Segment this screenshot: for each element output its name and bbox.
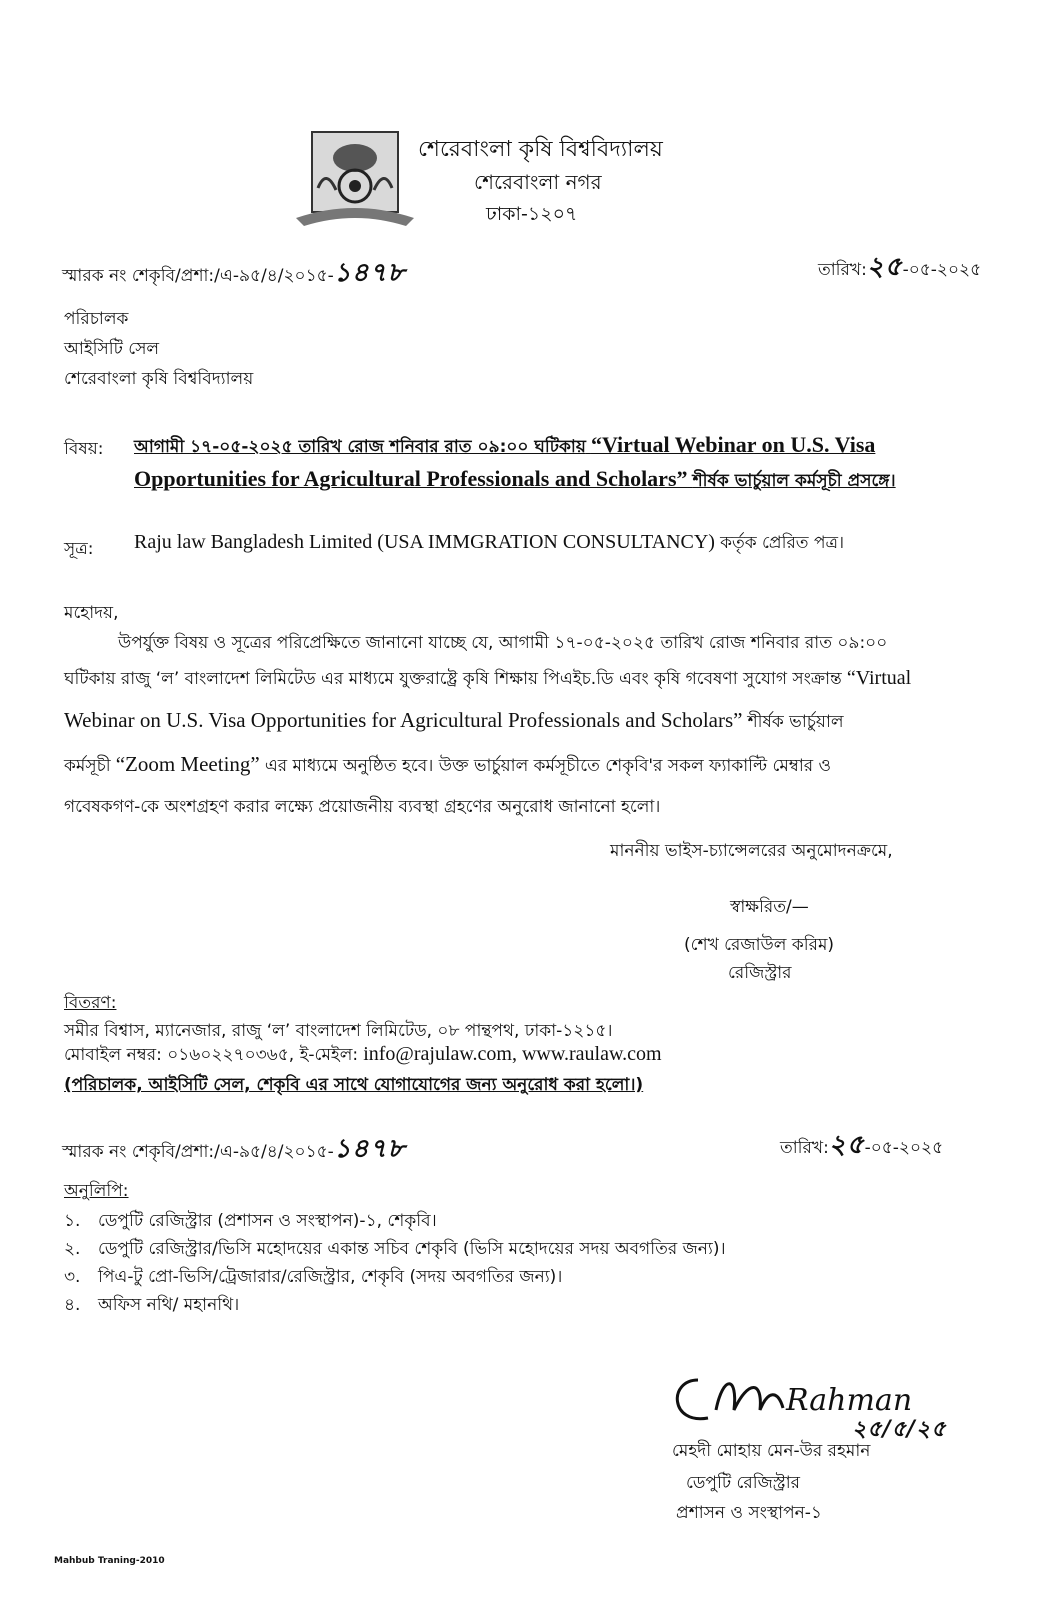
source-text-bn: কর্তৃক প্রেরিত পত্র। [720,533,845,553]
subject-line2-bn: শীর্ষক ভার্চুয়াল কর্মসূচী প্রসঙ্গে। [692,471,896,491]
distribution-line3: (পরিচালক, আইসিটি সেল, শেকৃবি এর সাথে যোগাযোগের জন্য অনুরোধ করা হলো।) [64,1075,644,1095]
memo-ref [62,252,405,296]
subject-label: বিষয়: [64,439,104,459]
signer2-name: মেহদী মোহায় মেন-উর রহমান [672,1441,871,1461]
org-city: ঢাকা-১২০৭ [486,203,578,225]
signer1-title: রেজিস্ট্রার [728,963,792,983]
body-line1: উপর্যুক্ত বিষয় ও সূত্রের পরিপ্রেক্ষিতে জানানো যাচ্ছে যে, আগামী ১৭-০৫-২০২৫ তারিখ রোজ শনিবার রাত ০৯:০০ [118,633,888,653]
subject-line1-en: “Virtual Webinar on U.S. Visa [590,432,876,457]
copies-item-num: ২. [64,1239,81,1259]
subject-line1 [134,432,875,462]
body-line4 [64,752,831,781]
salutation: মহোদয়, [64,603,119,623]
body-line3-bn: শীর্ষক ভার্চুয়াল [747,712,844,732]
approval-line: মাননীয় ভাইস-চ্যান্সেলরের অনুমোদনক্রমে, [610,841,893,861]
copies-item-num: ৩. [64,1267,81,1287]
body-line4-bn-b: এর মাধ্যমে অনুষ্ঠিত হবে। উক্ত ভার্চুয়াল কর্মসূচীতে শেকৃবি'র সকল ফ্যাকাল্টি মেম্বার ও [264,756,832,776]
distribution-label: বিতরণ: [64,993,117,1013]
recipient-line1: পরিচালক [64,309,129,329]
memo2-date-day: ২৫ [828,1130,865,1160]
org-location: শেরেবাংলা নগর [474,170,602,194]
university-seal-icon [296,128,414,228]
body-line2 [64,666,911,694]
body-line3-en: Webinar on U.S. Visa Opportunities for Agricultural Professionals and Scholars” [64,708,743,732]
copies-item-text: অফিস নথি/ মহানথি। [98,1295,240,1315]
memo-date-label: তারিখ: [818,260,867,280]
memo-ref-number: ১৪৭৮ [333,258,406,288]
memo2-ref [62,1128,405,1172]
memo-ref-label: স্মারক নং শেকৃবি/প্রশা:/এ-৯৫/৪/২০১৫- [62,266,334,286]
distribution-line2-bn: মোবাইল নম্বর: ০১৬০২২৭০৩৬৫, ই-মেইল: [64,1045,359,1065]
distribution-line2 [64,1042,662,1070]
memo2-ref-number: ১৪৭৮ [333,1134,406,1164]
memo-date-rest: -০৫-২০২৫ [902,260,982,280]
copies-item [64,1236,726,1264]
memo2-date-label: তারিখ: [780,1138,829,1158]
copies-item-num: ১. [64,1211,81,1231]
memo-date-day: ২৫ [866,252,903,282]
copies-item-text: পিএ-টু প্রো-ভিসি/ট্রেজারার/রেজিস্ট্রার, শেকৃবি (সদয় অবগতির জন্য)। [98,1267,563,1287]
copies-item [64,1208,437,1236]
subject-line1-bn: আগামী ১৭-০৫-২০২৫ তারিখ রোজ শনিবার রাত ০৯:০০ ঘটিকায় [134,437,586,457]
signer1-name: (শেখ রেজাউল করিম) [684,935,835,955]
memo2-date-rest: -০৫-২০২৫ [864,1138,944,1158]
subject-line2 [134,466,896,496]
footer-tag: Mahbub Traning-2010 [54,1556,165,1566]
body-line5: গবেষকগণ-কে অংশগ্রহণ করার লক্ষ্যে প্রয়োজনীয় ব্যবস্থা গ্রহণের অনুরোধ জানানো হলো। [64,797,661,817]
source-text [134,530,844,558]
copies-label: অনুলিপি: [64,1181,129,1201]
signature-text: Rahman [786,1383,913,1418]
distribution-line1: সমীর বিশ্বাস, ম্যানেজার, রাজু ‘ল’ বাংলাদেশ লিমিটেড, ০৮ পান্থপথ, ঢাকা-১২১৫। [64,1021,613,1041]
signer2-title: ডেপুটি রেজিস্ট্রার [686,1473,800,1493]
signer1-signed: স্বাক্ষরিত/— [730,897,809,917]
copies-item [64,1264,562,1292]
signer2-dept: প্রশাসন ও সংস্থাপন-১ [676,1503,822,1523]
memo2-date [780,1124,943,1168]
subject-line2-en: Opportunities for Agricultural Professionals and Scholars” [134,466,688,491]
copies-item-num: ৪. [64,1295,81,1315]
org-name: শেরেবাংলা কৃষি বিশ্ববিদ্যালয় [418,137,663,162]
memo2-ref-label: স্মারক নং শেকৃবি/প্রশা:/এ-৯৫/৪/২০১৫- [62,1142,334,1162]
body-line3 [64,708,844,737]
copies-item-text: ডেপুটি রেজিস্ট্রার/ভিসি মহোদয়ের একান্ত সচিব শেকৃবি (ভিসি মহোদয়ের সদয় অবগতির জন্য)। [98,1239,726,1259]
recipient-line3: শেরেবাংলা কৃষি বিশ্ববিদ্যালয় [64,369,254,389]
source-text-en: Raju law Bangladesh Limited (USA IMMGRATION CONSULTANCY) [134,531,715,553]
body-line4-bn-a: কর্মসূচী [64,756,111,776]
copies-item [64,1292,239,1320]
recipient-line2: আইসিটি সেল [64,339,160,359]
source-label: সূত্র: [64,539,94,559]
body-line2-bn: ঘটিকায় রাজু ‘ল’ বাংলাদেশ লিমিটেড এর মাধ্যমে যুক্তরাষ্ট্রে কৃষি শিক্ষায় পিএইচ.ডি এবং কৃষি গবেষণা সুযোগ সংক্রান্ত [64,669,842,689]
body-line2-en: “Virtual [846,667,912,689]
memo-date [818,246,981,290]
signer2-date: ২৫/৫/২৫ [852,1417,947,1442]
body-line4-en: “Zoom Meeting” [115,752,260,776]
copies-item-text: ডেপুটি রেজিস্ট্রার (প্রশাসন ও সংস্থাপন)-১, শেকৃবি। [98,1211,437,1231]
distribution-line2-en: info@rajulaw.com, www.raulaw.com [363,1043,662,1065]
